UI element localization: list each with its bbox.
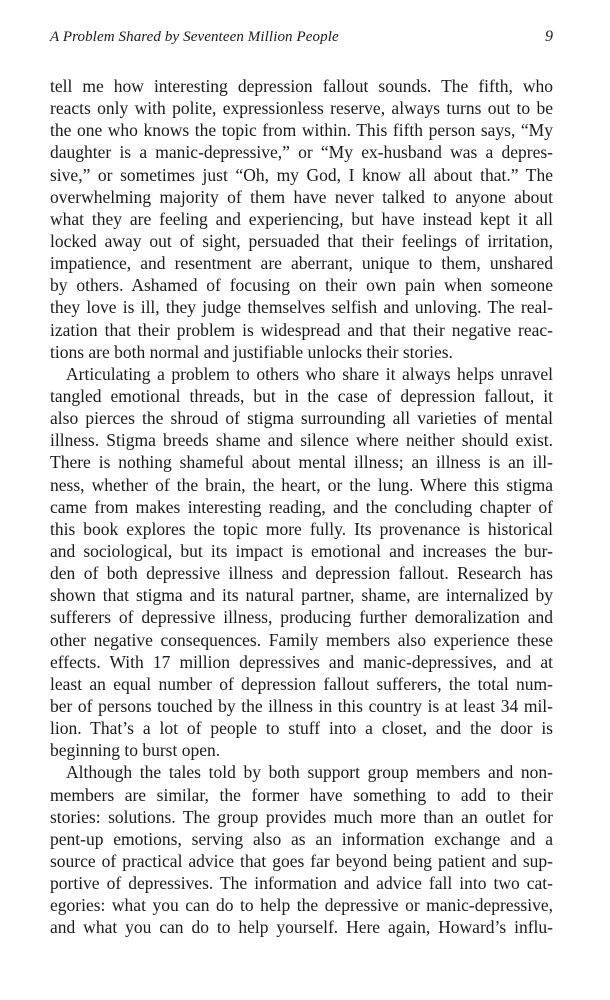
text-line: what they are feeling and experiencing, but have instead kept it all xyxy=(50,208,553,229)
text-line: the one who knows the topic from within. This fifth person says, “My xyxy=(50,120,553,141)
text-line: sufferers of depressive illness, producing further demoralization and xyxy=(50,607,553,628)
text-line: pent-up emotions, serving also as an information exchange and a xyxy=(50,828,553,849)
text-line: ber of persons touched by the illness in this country is at least 34 mil- xyxy=(50,695,553,716)
text-line: other negative consequences. Family members also experience these xyxy=(50,629,553,650)
text-line: they love is ill, they judge themselves selfish and unloving. The real- xyxy=(50,297,553,318)
text-line: impatience, and resentment are aberrant, unique to them, unshared xyxy=(50,253,553,274)
running-head xyxy=(50,28,553,52)
text-line: and what you can do to help yourself. Here again, Howard’s influ- xyxy=(50,917,553,938)
text-line: also pierces the shroud of stigma surrounding all varieties of mental xyxy=(50,408,553,429)
text-line: source of practical advice that goes far beyond being patient and sup- xyxy=(50,850,553,871)
text-line: ization that their problem is widespread and that their negative reac- xyxy=(50,319,553,340)
text-line: by others. Ashamed of focusing on their own pain when someone xyxy=(50,275,553,296)
body-text xyxy=(50,75,553,938)
text-line: shown that stigma and its natural partner, shame, are internalized by xyxy=(50,585,553,606)
text-line: this book explores the topic more fully. Its provenance is historical xyxy=(50,518,553,539)
page-number: 9 xyxy=(545,28,553,45)
text-line: tangled emotional threads, but in the case of depression fallout, it xyxy=(50,385,553,406)
text-line: portive of depressives. The information and advice fall into two cat- xyxy=(50,873,553,894)
text-line: stories: solutions. The group provides much more than an outlet for xyxy=(50,806,553,827)
text-line: locked away out of sight, persuaded that their feelings of irritation, xyxy=(50,230,553,251)
paragraph xyxy=(50,75,553,363)
text-line: members are similar, the former have something to add to their xyxy=(50,784,553,805)
text-line: tell me how interesting depression fallout sounds. The fifth, who xyxy=(50,76,553,96)
text-line: ness, whether of the brain, the heart, or the lung. Where this stigma xyxy=(50,474,553,495)
running-title: A Problem Shared by Seventeen Million People xyxy=(50,29,339,45)
text-line: lion. That’s a lot of people to stuff into a closet, and the door is xyxy=(50,718,553,739)
text-line: effects. With 17 million depressives and manic-depressives, and at xyxy=(50,651,553,672)
paragraph xyxy=(50,363,553,762)
text-line: daughter is a manic-depressive,” or “My ex-husband was a depres- xyxy=(50,142,553,163)
text-line: came from makes interesting reading, and the concluding chapter of xyxy=(50,496,553,517)
text-line: den of both depressive illness and depression fallout. Research has xyxy=(50,563,553,584)
text-line: egories: what you can do to help the depressive or manic-depressive, xyxy=(50,895,553,916)
paragraph xyxy=(50,761,553,938)
text-line: There is nothing shameful about mental illness; an illness is an ill- xyxy=(50,452,553,473)
text-line: reacts only with polite, expressionless reserve, always turns out to be xyxy=(50,98,553,119)
text-line: sive,” or sometimes just “Oh, my God, I know all about that.” The xyxy=(50,164,553,185)
text-line: Although the tales told by both support group members and non- xyxy=(66,762,553,783)
text-line: least an equal number of depression fallout sufferers, the total num- xyxy=(50,673,553,694)
text-line: Articulating a problem to others who share it always helps unravel xyxy=(66,363,553,384)
text-line: beginning to burst open. xyxy=(50,740,221,761)
text-line: overwhelming majority of them have never talked to anyone about xyxy=(50,186,553,207)
text-line: tions are both normal and justifiable unlocks their stories. xyxy=(50,341,453,362)
text-line: and sociological, but its impact is emotional and increases the bur- xyxy=(50,540,553,561)
text-line: illness. Stigma breeds shame and silence where neither should exist. xyxy=(50,430,553,451)
